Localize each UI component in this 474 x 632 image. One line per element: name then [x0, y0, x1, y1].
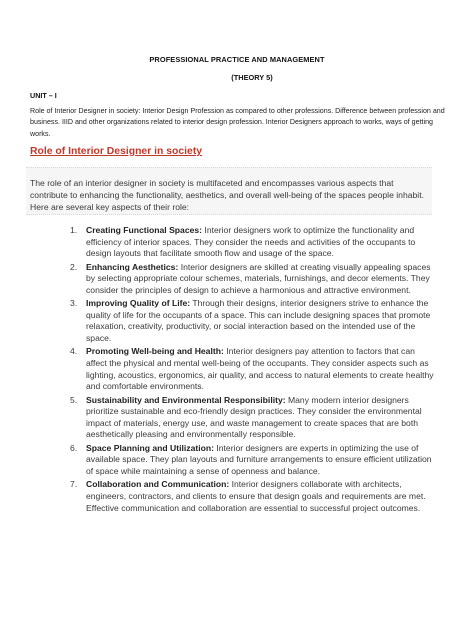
section-heading: Role of Interior Designer in society	[30, 146, 203, 157]
list-item-text: Interior designers are skilled at creating visually appealing spaces by selecting appropriate colour schemes, materials, furnishings, and decor elements. They consider the principles of design to achieve a harmonious and attractive environment.	[86, 261, 431, 295]
list-item-text: Many modern interior designers prioritize sustainable and eco-friendly design practices. They consider the environmental impact of materials, energy use, and waste management to create spaces that are both aesthetically pleasing and environmentally responsible.	[86, 394, 422, 440]
list-item	[56, 479, 436, 514]
list-item-term: Promoting Well-being and Health:	[86, 346, 224, 357]
list-item-term: Space Planning and Utilization:	[86, 442, 214, 453]
unit-heading: UNIT – I	[30, 91, 57, 100]
list-item-number: 4.	[70, 346, 78, 357]
unit-syllabus: Role of Interior Designer in society: Interior Design Profession as compared to other professions. Difference between profession and business. IIID and other organizations related to interior design profession. Interior Designers approach to works, ways of getting works.	[30, 107, 445, 138]
list-item-term: Sustainability and Environmental Responsibility:	[86, 394, 286, 405]
list-item-text: Interior designers pay attention to factors that can affect the physical and mental well-being of the occupants. They consider aspects such as lighting, acoustics, ergonomics, air quality, and access to natural elements to create healthy and comfortable environments.	[86, 346, 434, 392]
list-item	[56, 346, 436, 392]
list-item-text: Interior designers are experts in optimizing the use of available space. They plan layouts and furniture arrangements to ensure efficient utilization of space while maintaining a sense of openness and balance.	[86, 442, 432, 476]
document-subtitle: (THEORY 5)	[231, 73, 273, 82]
list-item-number: 1.	[70, 225, 78, 235]
list-item	[56, 298, 436, 344]
list-item-number: 2.	[70, 261, 78, 272]
aspects-list	[56, 225, 436, 516]
list-item-number: 6.	[70, 442, 78, 453]
list-item-text: Interior designers collaborate with architects, engineers, contractors, and clients to ensure that design goals and requirements are met. Effective communication and collaboration are essential to successful project outcomes.	[86, 479, 426, 513]
list-item-term: Improving Quality of Life:	[86, 298, 191, 309]
list-item	[56, 395, 436, 441]
list-item-number: 3.	[70, 298, 78, 309]
list-item-number: 5.	[70, 394, 78, 405]
list-item-text: Through their designs, interior designers strive to enhance the quality of life for the occupants of a space. This can include designing spaces that promote relaxation, creativity, productivity, or social interaction based on the intended use of the space.	[86, 298, 431, 343]
list-item	[56, 225, 436, 260]
intro-paragraph: The role of an interior designer in society is multifaceted and encompasses various aspects that contribute to enhancing the functionality, aesthetics, and overall well-being of the spaces people inhabit. Here are several key aspects of their role:	[30, 178, 424, 212]
list-item-term: Collaboration and Communication:	[86, 479, 230, 490]
list-item	[56, 443, 436, 478]
list-item-number: 7.	[70, 479, 78, 490]
document-title: PROFESSIONAL PRACTICE AND MANAGEMENT	[149, 55, 325, 64]
list-item	[56, 262, 436, 297]
list-item-term: Enhancing Aesthetics:	[86, 261, 179, 272]
list-item-text: Interior designers work to optimize the functionality and efficiency of interior spaces. They consider the needs and activities of the occupants to design layouts that facilitate smooth flow and usage of the space.	[86, 225, 416, 259]
list-item-term: Creating Functional Spaces:	[86, 225, 203, 235]
